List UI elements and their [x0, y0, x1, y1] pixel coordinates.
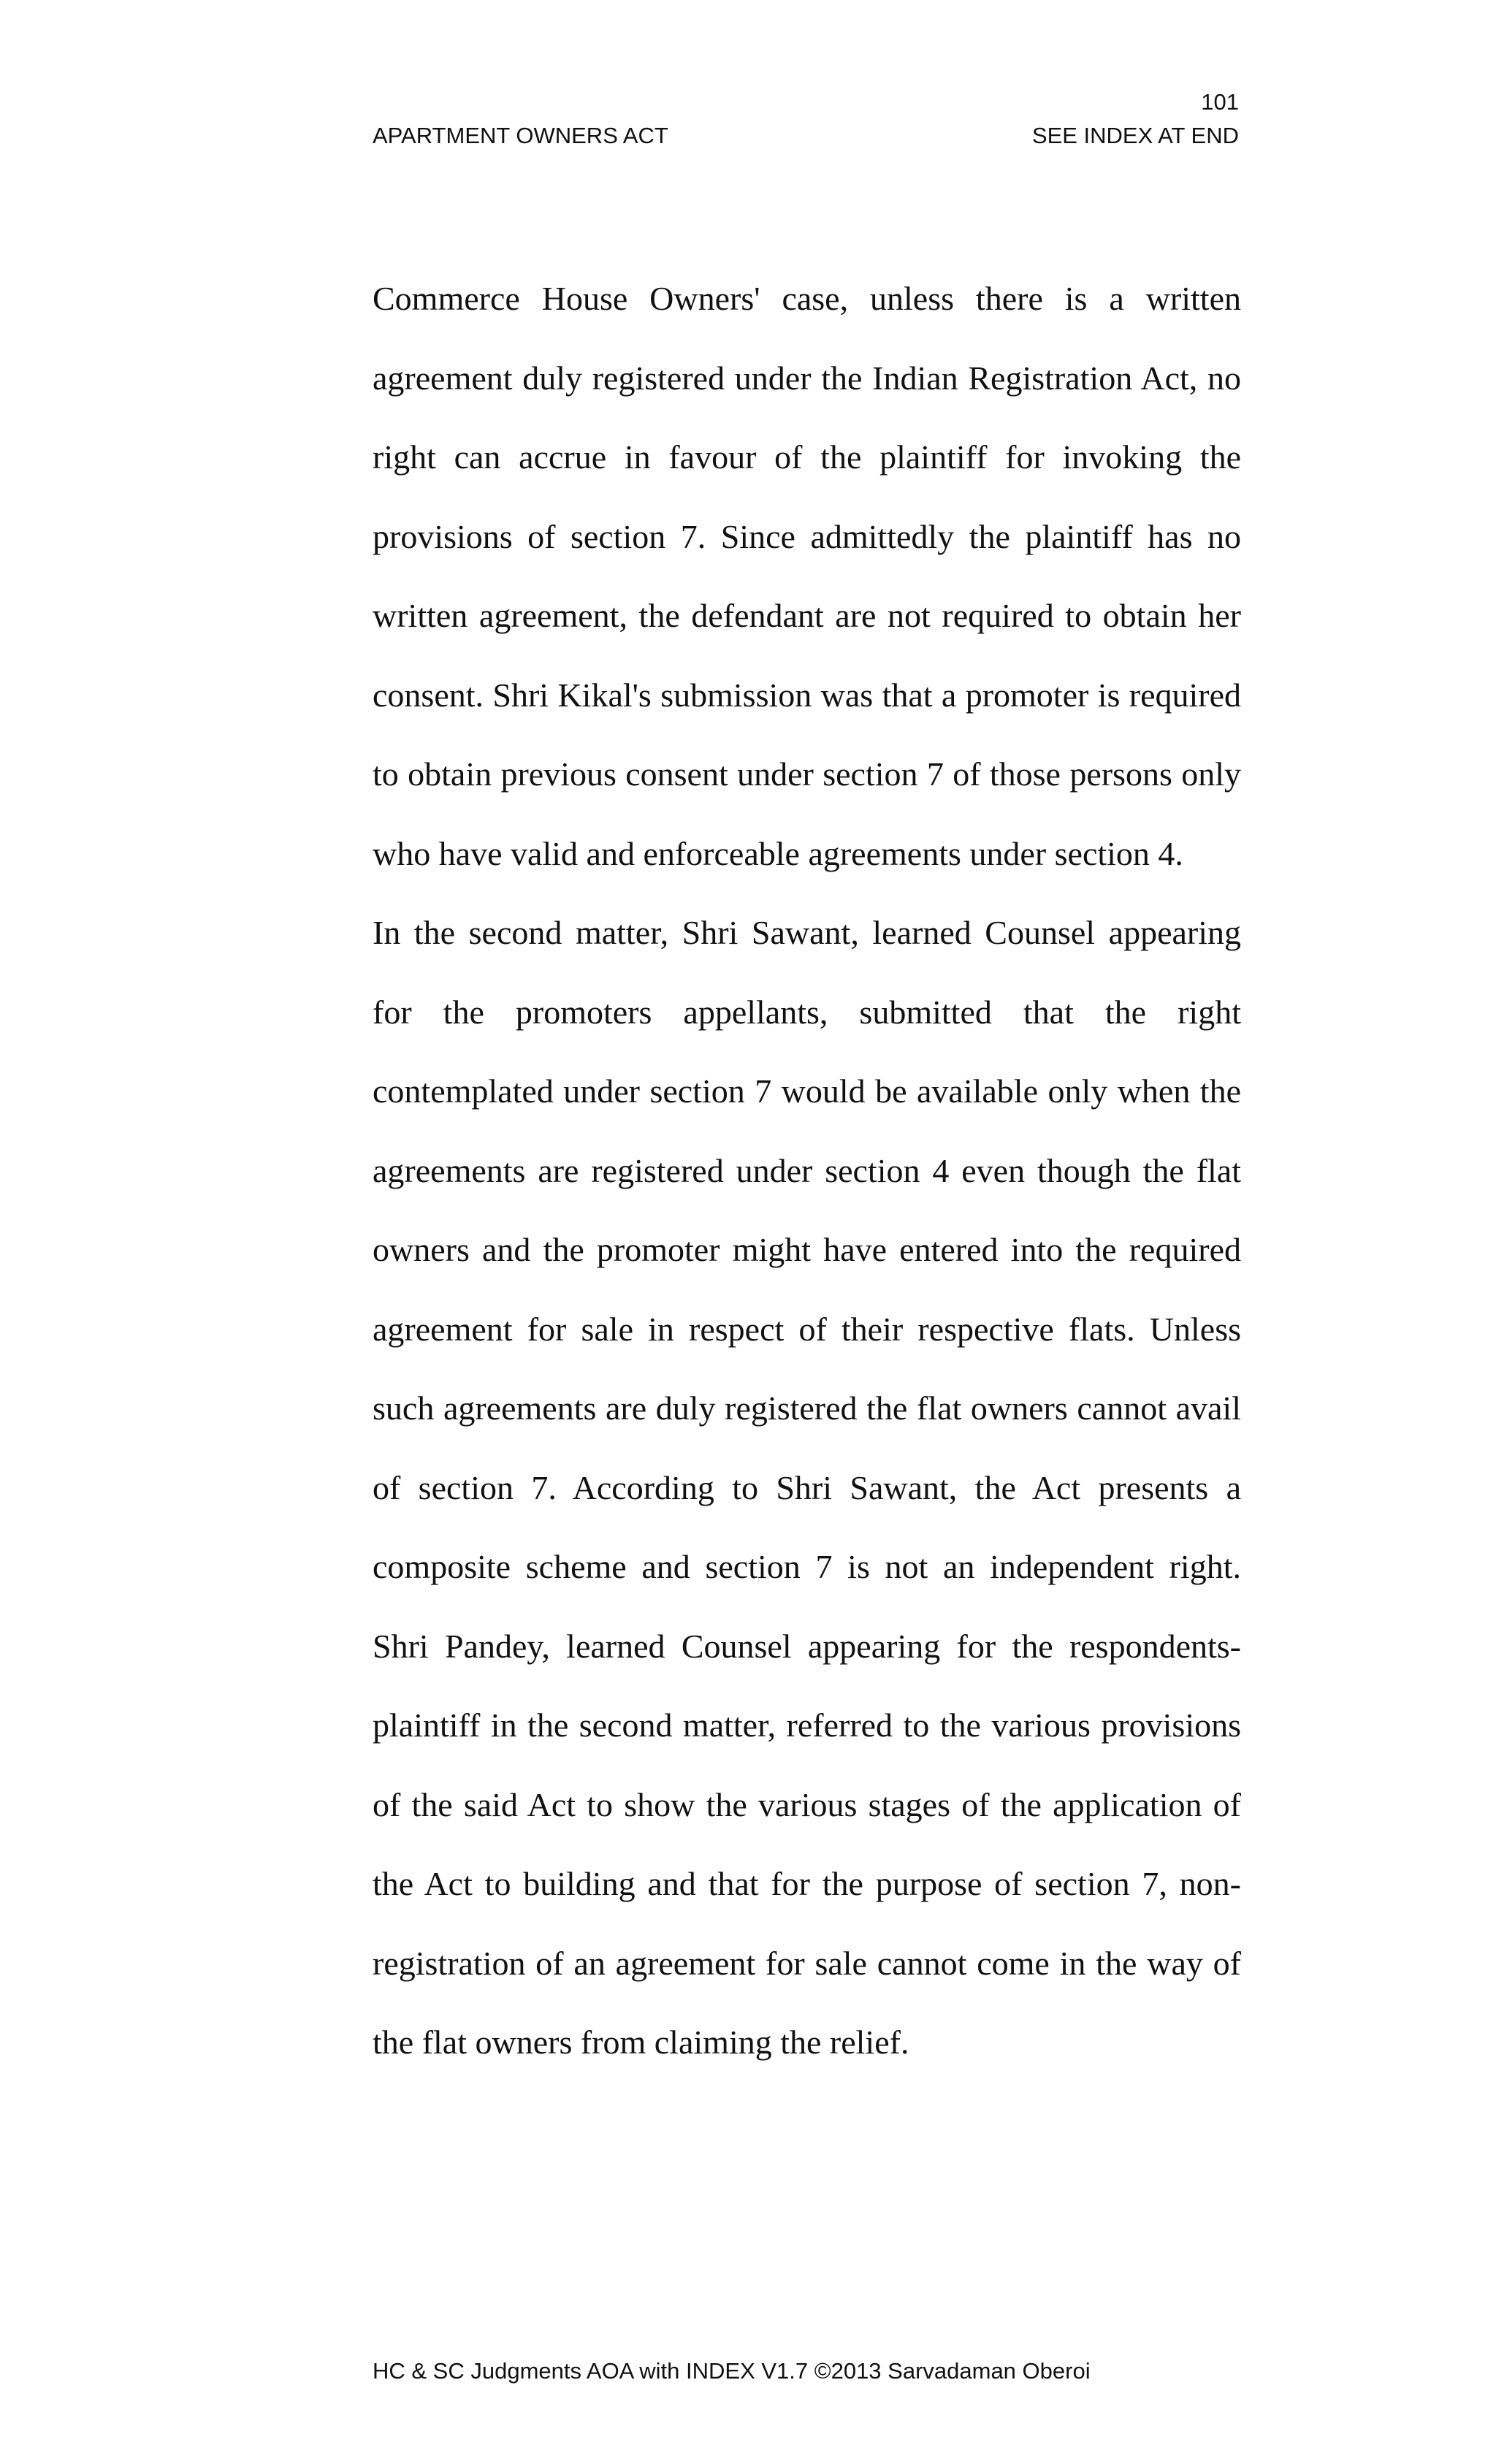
document-body — [373, 259, 1241, 2083]
body-paragraph: Commerce House Owners' case, unless there is a written agreement duly registered under the Indian Registration Act, no right can accrue in favour of the plaintiff for invoking the provisions of section 7. Since admittedly the plaintiff has no written agreement, the defendant are not required to obtain her consent. Shri Kikal's submission was that a promoter is required to obtain previous consent under section 7 of those persons only who have valid and enforceable agreements under section 4. — [373, 280, 1241, 872]
header-right-title: SEE INDEX AT END — [1031, 123, 1239, 148]
running-header — [373, 121, 1239, 150]
page-footer: HC & SC Judgments AOA with INDEX V1.7 ©2013 Sarvadaman Oberoi — [373, 2358, 1091, 2384]
page-number: 101 — [1201, 89, 1239, 115]
header-left-title: APARTMENT OWNERS ACT — [373, 123, 668, 148]
body-paragraph: In the second matter, Shri Sawant, learned Counsel appearing for the promoters appellants, submitted that the right contemplated under section 7 would be available only when the agreements are registered under section 4 even though the flat owners and the promoter might have entered into the required agreement for sale in respect of their respective flats. Unless such agreements are duly registered the flat owners cannot avail of section 7. According to Shri Sawant, the Act presents a composite scheme and section 7 is not an independent right. Shri Pandey, learned Counsel appearing for the respondents-plaintiff in the second matter, referred to the various provisions of the said Act to show the various stages of the application of the Act to building and that for the purpose of section 7, non-registration of an agreement for sale cannot come in the way of the flat owners from claiming the relief. — [373, 914, 1241, 2061]
